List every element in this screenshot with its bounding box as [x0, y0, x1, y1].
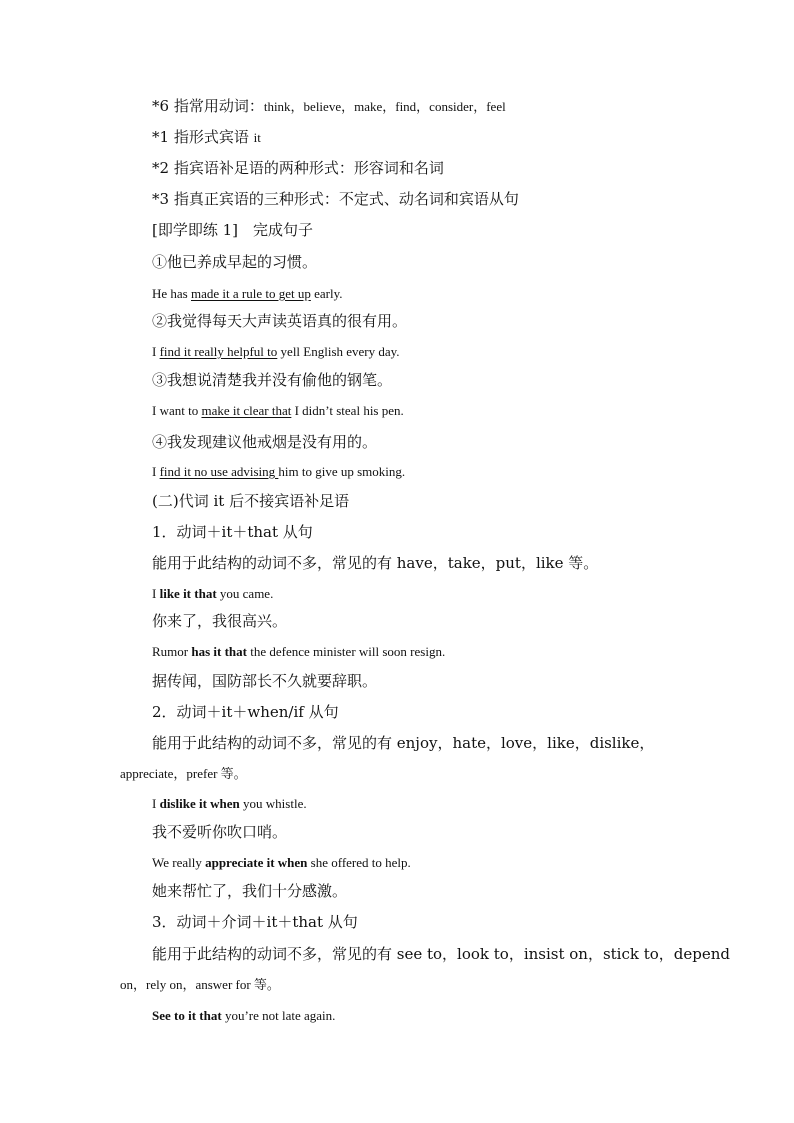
answer-underlined: find it really helpful to — [159, 344, 278, 359]
note-6 — [152, 99, 506, 114]
note-prefix: *2 — [152, 159, 174, 177]
sentence-text: him to give up smoking. — [278, 464, 406, 479]
note-text: 指常用动词： — [173, 97, 264, 115]
subsection-desc: 能用于此结构的动词不多，常见的有 enjoy，hate，love，like，dislike， — [152, 734, 655, 752]
sentence-text: I — [152, 464, 160, 479]
note-3 — [152, 192, 519, 207]
sentence-text: I — [152, 796, 160, 811]
note-1 — [152, 130, 261, 145]
key-phrase: dislike it when — [159, 796, 240, 811]
subsection-title: 1．动词＋it＋that 从句 — [152, 523, 313, 541]
example-zh: 我不爱听你吹口哨。 — [152, 823, 288, 841]
practice-item-zh: ②我觉得每天大声读英语真的很有用。 — [152, 312, 408, 330]
note-prefix: *6 — [152, 97, 174, 115]
sentence-text: I didn’t steal his pen. — [291, 403, 404, 418]
sentence-text: I — [152, 344, 160, 359]
example-en — [152, 587, 273, 600]
example-en — [152, 1009, 335, 1022]
sentence-text: I want to — [152, 403, 202, 418]
answer-underlined: find it no use advising — [159, 464, 279, 479]
practice-item-zh: ③我想说清楚我并没有偷他的钢笔。 — [152, 371, 393, 389]
desc-text: on，rely on，answer for 等。 — [120, 977, 280, 992]
sentence-text: He has — [152, 286, 191, 301]
note-en: think，believe，make，find，consider，feel — [263, 99, 506, 114]
practice-item-en — [152, 465, 405, 478]
note-text: 指形式宾语 — [173, 128, 254, 146]
sentence-text: early. — [310, 286, 343, 301]
example-en — [152, 645, 445, 658]
subsection-title: 3．动词＋介词＋it＋that 从句 — [152, 913, 358, 931]
note-prefix: *1 — [152, 128, 174, 146]
example-zh: 你来了，我很高兴。 — [152, 612, 288, 630]
note-prefix: *3 — [152, 190, 174, 208]
practice-item-en — [152, 287, 343, 300]
subsection-title: 2．动词＋it＋when/if 从句 — [152, 703, 339, 721]
note-en: it — [253, 130, 261, 145]
example-en — [152, 797, 307, 810]
section-heading: (二)代词 it 后不接宾语补足语 — [152, 492, 350, 510]
sentence-text: you whistle. — [239, 796, 307, 811]
practice-item-en — [152, 345, 400, 358]
answer-underlined: made it a rule to get up — [191, 286, 311, 301]
key-phrase: See to it that — [152, 1008, 222, 1023]
practice-item-en — [152, 404, 404, 417]
sentence-text: you’re not late again. — [221, 1008, 336, 1023]
sentence-text: Rumor — [152, 644, 192, 659]
practice-item-zh: ①他已养成早起的习惯。 — [152, 253, 318, 271]
sentence-text: We really — [152, 855, 206, 870]
desc-text: appreciate，prefer 等。 — [120, 766, 247, 781]
example-en — [152, 856, 411, 869]
sentence-text: she offered to help. — [307, 855, 411, 870]
subsection-desc-cont — [120, 767, 247, 780]
key-phrase: appreciate it when — [205, 855, 308, 870]
sentence-text: the defence minister will soon resign. — [247, 644, 446, 659]
note-text: 指宾语补足语的两种形式：形容词和名词 — [173, 159, 444, 177]
practice-item-zh: ④我发现建议他戒烟是没有用的。 — [152, 433, 378, 451]
note-text: 指真正宾语的三种形式：不定式、动名词和宾语从句 — [173, 190, 519, 208]
sentence-text: I — [152, 586, 160, 601]
subsection-desc: 能用于此结构的动词不多，常见的有 see to，look to，insist on，stick to，depend — [152, 945, 731, 963]
sentence-text: you came. — [216, 586, 274, 601]
key-phrase: has it that — [191, 644, 247, 659]
subsection-desc-cont — [120, 978, 280, 991]
example-zh: 她来帮忙了，我们十分感激。 — [152, 882, 348, 900]
practice-heading: [即学即练 1] 完成句子 — [152, 221, 314, 239]
answer-underlined: make it clear that — [201, 403, 292, 418]
note-2 — [152, 161, 444, 176]
subsection-desc: 能用于此结构的动词不多，常见的有 have，take，put，like 等。 — [152, 554, 599, 572]
key-phrase: like it that — [159, 586, 217, 601]
sentence-text: yell English every day. — [277, 344, 400, 359]
example-zh: 据传闻，国防部长不久就要辞职。 — [152, 672, 378, 690]
